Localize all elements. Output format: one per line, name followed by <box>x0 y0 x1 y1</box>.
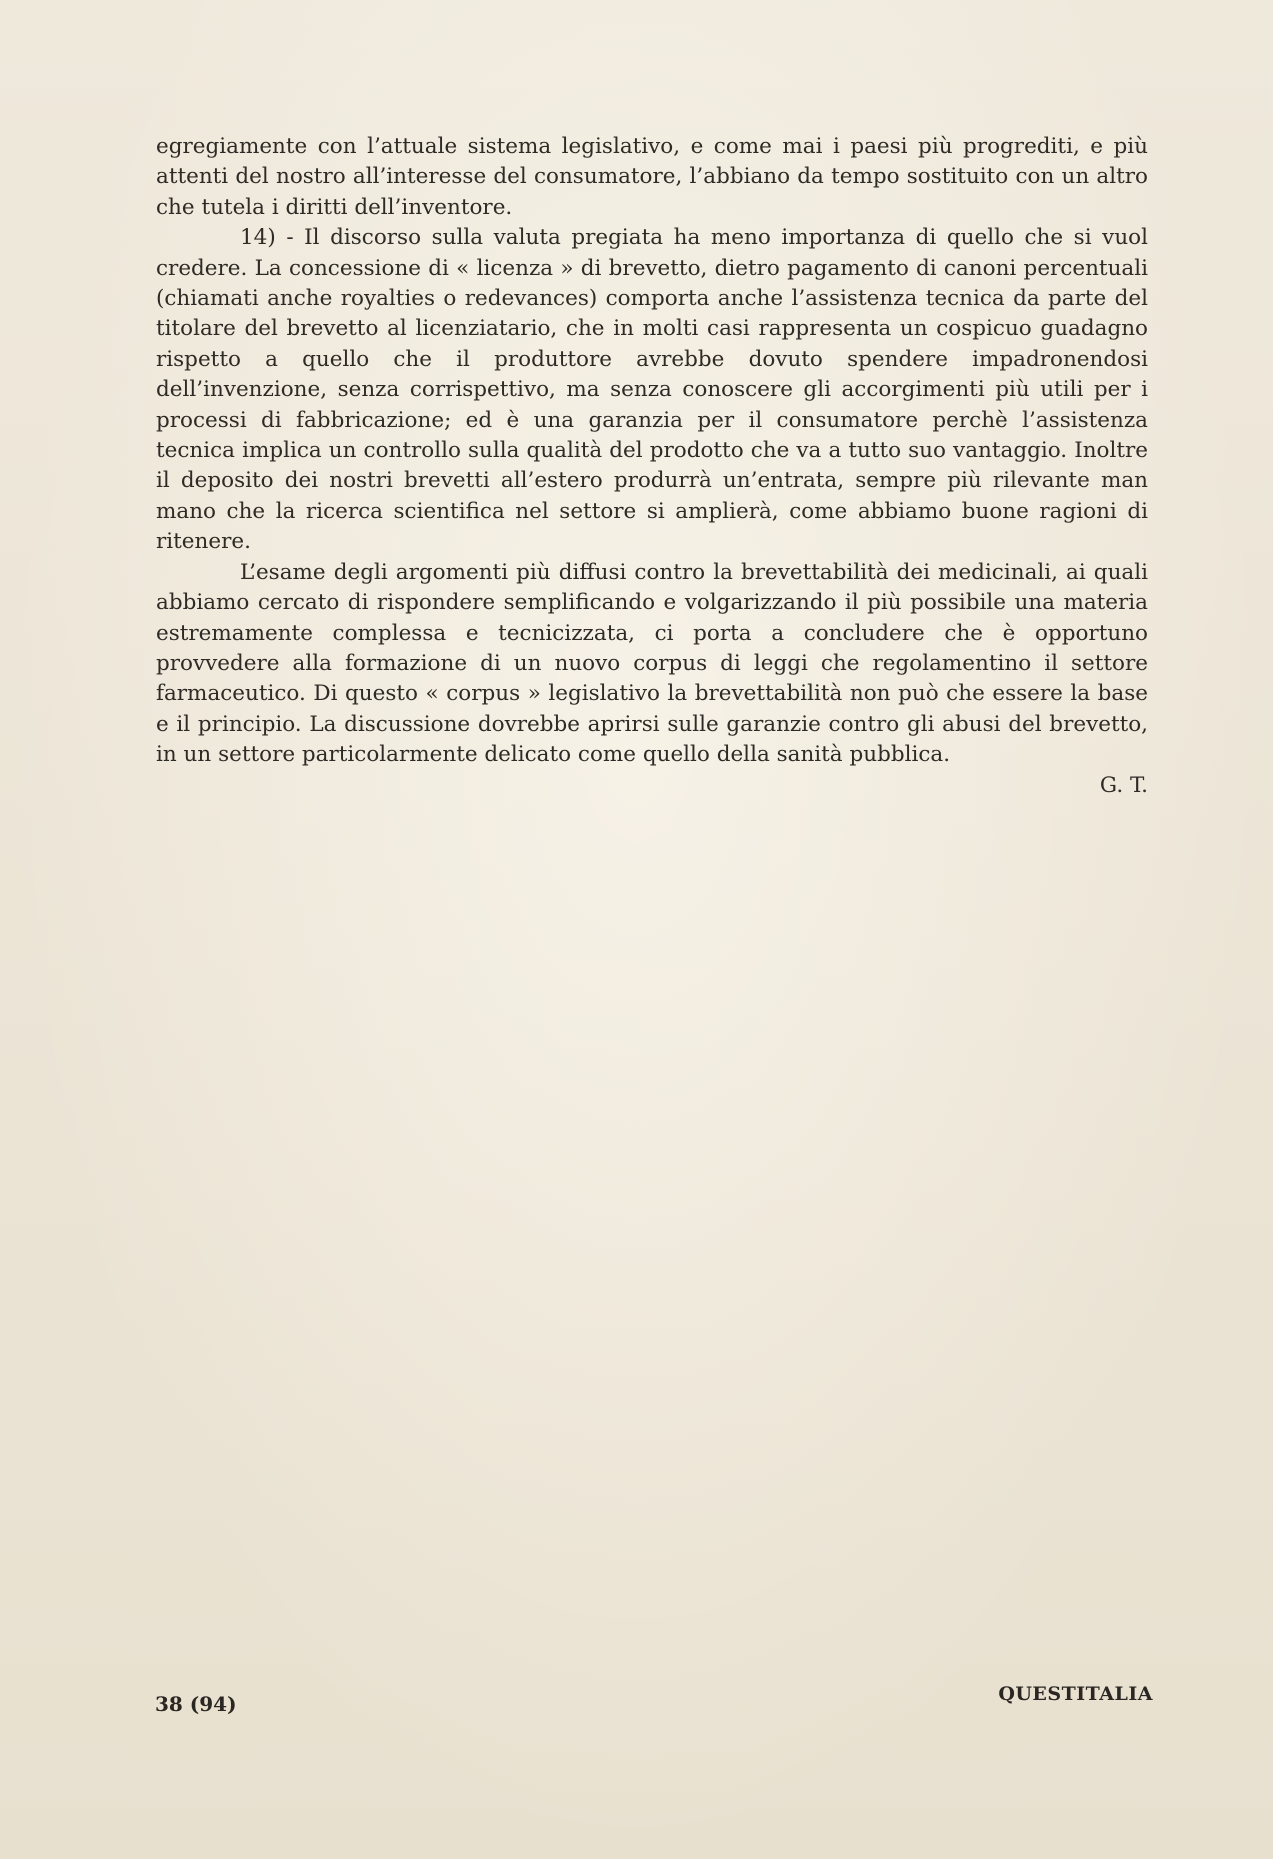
author-initials: G. T. <box>1099 772 1148 798</box>
page-number: 38 (94) <box>155 1692 237 1716</box>
paragraph-conclusion: L’esame degli argomenti più diffusi contro la brevettabilità dei medicinali, ai quali abbiamo cercato di rispondere semplificando e volgarizzando il più possibile una materia estremamente complessa e tecnicizzata, ci porta a concludere che è opportuno provvedere alla formazione di un nuovo corpus di leggi che regolamentino il settore farmaceutico. Di questo « corpus » legislativo la brevettabilità non può che essere la base e il principio. La discussione dovrebbe aprirsi sulle garanzie contro gli abusi del brevetto, in un settore particolarmente delicato come quello della sanità pubblica. <box>156 559 1148 768</box>
magazine-name: QUESTITALIA <box>998 1683 1153 1705</box>
paragraph-point-14: 14) - Il discorso sulla valuta pregiata ha meno importanza di quello che si vuol credere. La concessione di « licenza » di brevetto, dietro pagamento di canoni percentuali (chiamati anche royalties o redevances) comporta anche l’assistenza tecnica da parte del titolare del brevetto al licenziatario, che in molti casi rappresenta un cospicuo guadagno rispetto a quello che il produttore avrebbe dovuto spendere impadronendosi dell’invenzione, senza corrispettivo, ma senza conoscere gli accorgimenti più utili per i processi di fabbricazione; ed è una garanzia per il consumatore perchè l’assistenza tecnica implica un controllo sulla qualità del prodotto che va a tutto suo vantaggio. Inoltre il deposito dei nostri brevetti all’estero produrrà un’entrata, sempre più rilevante man mano che la ricerca scientifica nel settore si amplierà, come abbiamo buone ragioni di ritenere. <box>156 225 1148 555</box>
paragraph-continuation: egregiamente con l’attuale sistema legislativo, e come mai i paesi più progrediti, e più attenti del nostro all’interesse del consumatore, l’abbiano da tempo sostituito con un altro che tutela i diritti dell’inventore. <box>156 134 1148 220</box>
article-body <box>156 132 1148 801</box>
